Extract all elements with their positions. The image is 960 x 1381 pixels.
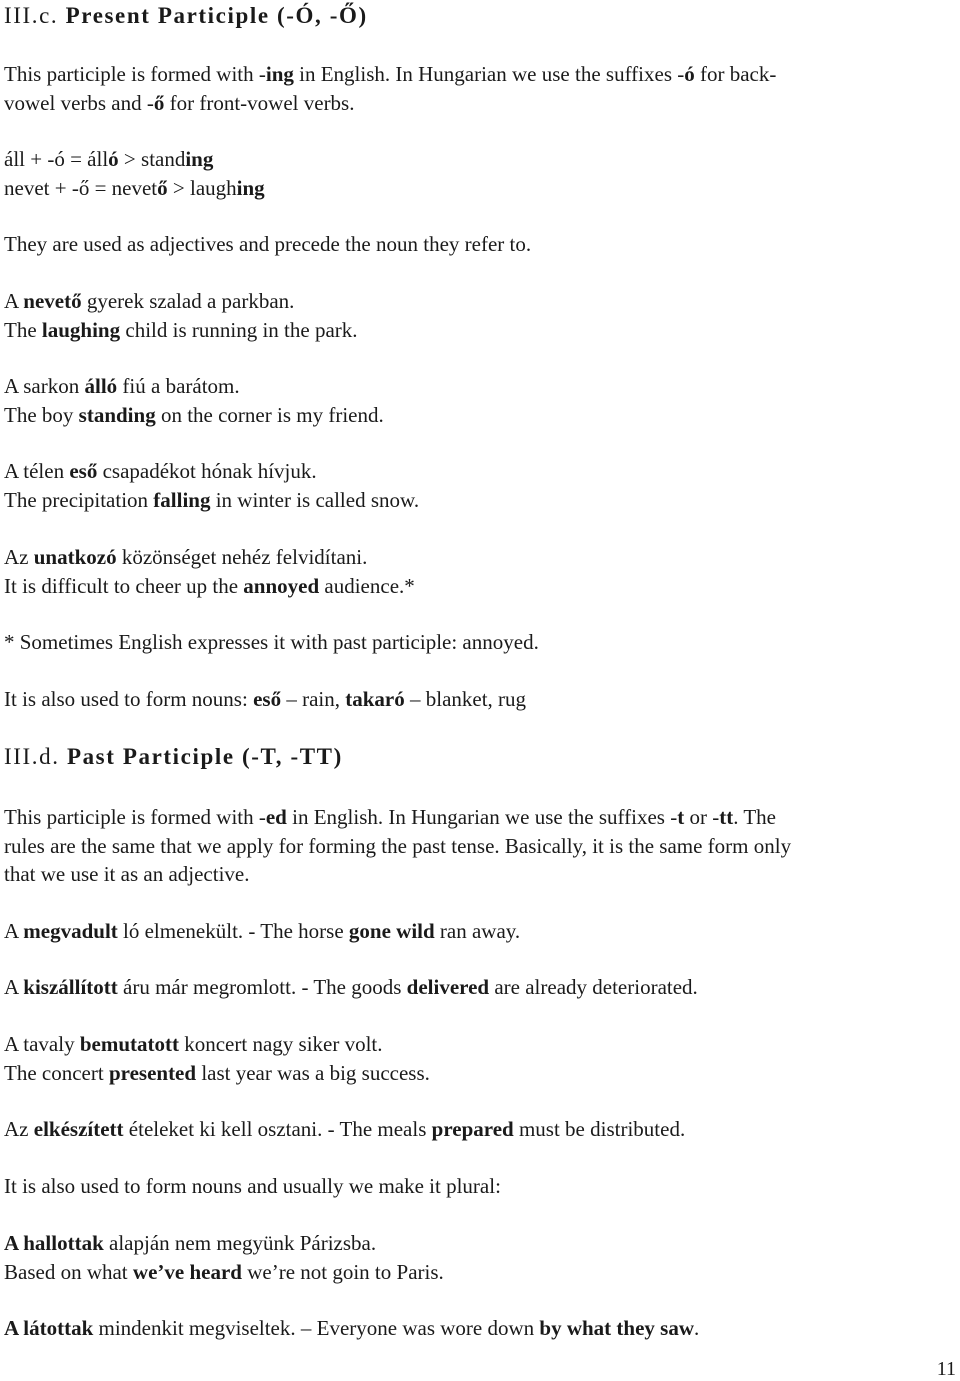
past-example-5: [4, 1229, 934, 1286]
example-text: .: [694, 1316, 700, 1340]
example-text: A tavaly: [4, 1032, 80, 1056]
example-bold: we’ve heard: [132, 1259, 242, 1284]
intro-text: . The: [733, 805, 777, 829]
example-text: A: [4, 919, 24, 943]
formula-bold: ő: [157, 175, 168, 200]
formula-examples: [4, 145, 934, 202]
example-text: alapján nem megyünk Párizsba.: [103, 1231, 377, 1255]
example-text: The precipitation: [4, 487, 154, 512]
example-bold: gone wild: [348, 919, 435, 943]
nouns-text: – blanket, rug: [404, 687, 527, 711]
past-example-3: [4, 1030, 934, 1087]
intro-text: vowel verbs and -: [4, 90, 154, 115]
example-text: ló elmenekült. - The horse: [117, 919, 349, 943]
example-text: we’re not goin to Paris.: [241, 1259, 444, 1284]
intro-tt: tt: [719, 805, 734, 829]
nouns-text: It is also used to form nouns and usually we make it plural:: [4, 1174, 501, 1198]
example-bold: falling: [153, 487, 211, 512]
intro-o: ó: [684, 62, 695, 86]
example-text: gyerek szalad a parkban.: [81, 289, 295, 313]
past-example-1: [4, 917, 934, 946]
intro-text: that we use it as an adjective.: [4, 862, 250, 886]
example-text: A: [4, 289, 24, 313]
example-text: are already deteriorated.: [489, 975, 698, 999]
example-bold: A hallottak: [4, 1231, 104, 1255]
example-bold: álló: [84, 374, 118, 398]
example-text: must be distributed.: [513, 1117, 686, 1141]
example-text: A: [4, 975, 24, 999]
example-bold: megvadult: [23, 919, 118, 943]
example-bold: kiszállított: [23, 975, 118, 999]
footnote: [4, 628, 934, 657]
example-text: mindenkit megviseltek. – Everyone was wore down: [93, 1316, 540, 1340]
example-text: on the corner is my friend.: [155, 402, 384, 427]
example-bold: A látottak: [4, 1316, 94, 1340]
intro-text: in English. In Hungarian we use the suffixes -: [286, 805, 678, 829]
nouns-bold: takaró: [345, 687, 405, 711]
example-text: fiú a barátom.: [117, 374, 240, 398]
example-text: last year was a big success.: [196, 1060, 430, 1085]
nouns-text: It is also used to form nouns:: [4, 687, 254, 711]
example-pair-3: [4, 457, 934, 514]
example-text: Az: [4, 545, 34, 569]
example-pair-2: [4, 372, 934, 429]
example-bold: elkészített: [33, 1117, 124, 1141]
section-d-number: III.d.: [4, 744, 60, 769]
section-c-intro: [4, 60, 934, 117]
example-text: A sarkon: [4, 374, 85, 398]
formula-bold: ing: [236, 175, 265, 200]
intro-text: This participle is formed with -: [4, 62, 266, 86]
example-text: It is difficult to cheer up the: [4, 573, 244, 598]
example-text: A télen: [4, 459, 70, 483]
intro-oo: ő: [153, 90, 165, 115]
example-text: áru már megromlott. - The goods: [117, 975, 407, 999]
example-text: Az: [4, 1117, 34, 1141]
example-text: koncert nagy siker volt.: [178, 1032, 383, 1056]
section-c-heading: [4, 2, 934, 31]
usage-text: They are used as adjectives and precede the noun they refer to.: [4, 232, 532, 256]
example-text: Based on what: [4, 1259, 133, 1284]
section-d-title: Past Participle (-T, -TT): [66, 744, 343, 769]
example-bold: standing: [78, 402, 156, 427]
formula-text: > laugh: [167, 175, 237, 200]
section-d-heading: [4, 743, 934, 772]
intro-text: or -: [684, 805, 720, 829]
footnote-text: * Sometimes English expresses it with past participle: annoyed.: [4, 630, 539, 654]
example-text: The boy: [4, 402, 79, 427]
example-bold: annoyed: [243, 573, 320, 598]
past-example-6: [4, 1314, 934, 1343]
example-text: ételeket ki kell osztani. - The meals: [123, 1117, 432, 1141]
example-bold: by what they saw: [539, 1316, 695, 1340]
intro-t: t: [677, 805, 685, 829]
intro-text: for back-: [694, 62, 777, 86]
formula-bold: ó: [108, 147, 119, 171]
example-bold: presented: [108, 1060, 197, 1085]
example-bold: delivered: [406, 975, 490, 999]
formula-text: > stand: [118, 147, 186, 171]
nouns-bold: eső: [253, 687, 282, 711]
past-example-2: [4, 973, 934, 1002]
formula-text: áll + -ó = áll: [4, 147, 109, 171]
intro-text: in English. In Hungarian we use the suffixes -: [293, 62, 685, 86]
example-bold: nevető: [23, 289, 82, 313]
section-d-intro: [4, 803, 934, 889]
section-c-title: Present Participle (-Ó, -Ő): [65, 3, 368, 28]
intro-text: This participle is formed with -: [4, 805, 266, 829]
example-text: child is running in the park.: [120, 317, 358, 342]
intro-text: rules are the same that we apply for forming the past tense. Basically, it is the same form only: [4, 833, 792, 858]
example-text: ran away.: [434, 919, 521, 943]
intro-text: for front-vowel verbs.: [164, 90, 355, 115]
example-text: in winter is called snow.: [210, 487, 420, 512]
example-bold: laughing: [41, 317, 121, 342]
past-nouns-note: [4, 1172, 934, 1201]
example-bold: bemutatott: [79, 1032, 179, 1056]
example-text: audience.*: [319, 573, 415, 598]
example-pair-4: [4, 543, 934, 600]
section-c-number: III.c.: [4, 3, 59, 28]
example-bold: unatkozó: [33, 545, 117, 569]
nouns-note: [4, 685, 934, 714]
past-example-4: [4, 1115, 934, 1144]
formula-bold: ing: [185, 147, 214, 171]
example-text: csapadékot hónak hívjuk.: [97, 459, 317, 483]
example-bold: prepared: [431, 1117, 514, 1141]
page-number: 11: [936, 1358, 956, 1380]
example-text: The concert: [4, 1060, 109, 1085]
intro-ed: ed: [265, 805, 287, 829]
example-pair-1: [4, 287, 934, 344]
formula-text: nevet + -ő = nevet: [4, 175, 158, 200]
intro-ing: ing: [265, 62, 294, 86]
example-text: közönséget nehéz felvidítani.: [116, 545, 368, 569]
usage-note: [4, 230, 934, 259]
example-bold: eső: [69, 459, 98, 483]
example-text: The: [4, 317, 42, 342]
nouns-text: – rain,: [281, 687, 346, 711]
